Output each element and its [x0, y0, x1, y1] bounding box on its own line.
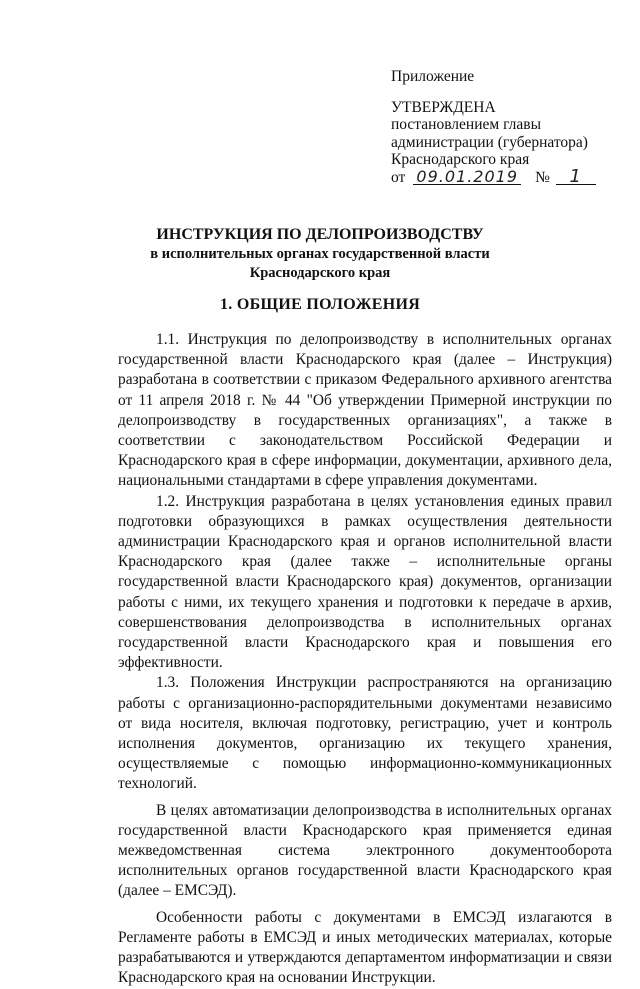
document-subtitle-line-1: в исполнительных органах государственной власти	[150, 246, 490, 262]
document-title: ИНСТРУКЦИЯ ПО ДЕЛОПРОИЗВОДСТВУ	[156, 226, 484, 243]
approval-block	[391, 68, 621, 186]
handwritten-date: 09.01.2019	[413, 169, 521, 185]
paragraph-emsed: В целях автоматизации делопроизводства в исполнительных органах государственной власти Краснодарского края применяется единая межведомственная система электронного документооборота исполнительных органов государственной власти Краснодарского края (далее – ЕМСЭД).	[118, 801, 612, 900]
approved-label: УТВЕРЖДЕНА	[391, 98, 496, 116]
paragraph-1-1: 1.1. Инструкция по делопроизводству в исполнительных органах государственной власти Краснодарского края (далее – Инструкция) разработана в соответствии с приказом Федерального архивного агентства от 11 апреля 2018 г. № 44 "Об утверждении Примерной инструкции по делопроизводству в государственных организациях", а также в соответствии с законодательством Российской Федерации и Краснодарского края в сфере информации, документации, архивного дела, национальными стандартами в сфере управления документами.	[118, 331, 612, 490]
paragraph-emsed-regulation: Особенности работы с документами в ЕМСЭД излагаются в Регламенте работы в ЕМСЭД и иных методических материалах, которые разрабатываются и утверждаются департаментом информатизации и связи Краснодарского края на основании Инструкции.	[118, 908, 612, 987]
section-heading: 1. ОБЩИЕ ПОЛОЖЕНИЯ	[219, 296, 421, 313]
paragraph-1-3: 1.3. Положения Инструкции распространяются на организацию работы с организационно-распорядительными документами независимо от вида носителя, включая подготовку, регистрацию, учет и контроль исполнения документов, организацию их текущего хранения, осуществляемые с помощью информационно-коммуникационных технологий.	[118, 674, 612, 793]
document-body	[118, 330, 612, 989]
appendix-label: Приложение	[391, 68, 475, 85]
approval-line-2: администрации (губернатора)	[391, 133, 588, 151]
paragraph-1-2: 1.2. Инструкция разработана в целях установления единых правил подготовки образующихся в рамках осуществления деятельности администрации Краснодарского края и органов исполнительной власти Краснодарского края (далее также – исполнительные органы государственной власти Краснодарского края) документов, организации работы с ними, их текущего хранения и подготовки к передаче в архив, совершенствования делопроизводства в исполнительных органах государственной власти Краснодарского края и повышения его эффективности.	[118, 492, 612, 672]
date-prefix: от	[391, 168, 406, 186]
approval-line-3: Краснодарского края	[391, 151, 530, 168]
date-number-line	[391, 165, 621, 187]
handwritten-number: 1	[556, 169, 596, 185]
number-prefix: №	[535, 168, 550, 186]
approval-line-1: постановлением главы	[391, 116, 541, 133]
document-subtitle-line-2: Краснодарского края	[249, 265, 391, 281]
